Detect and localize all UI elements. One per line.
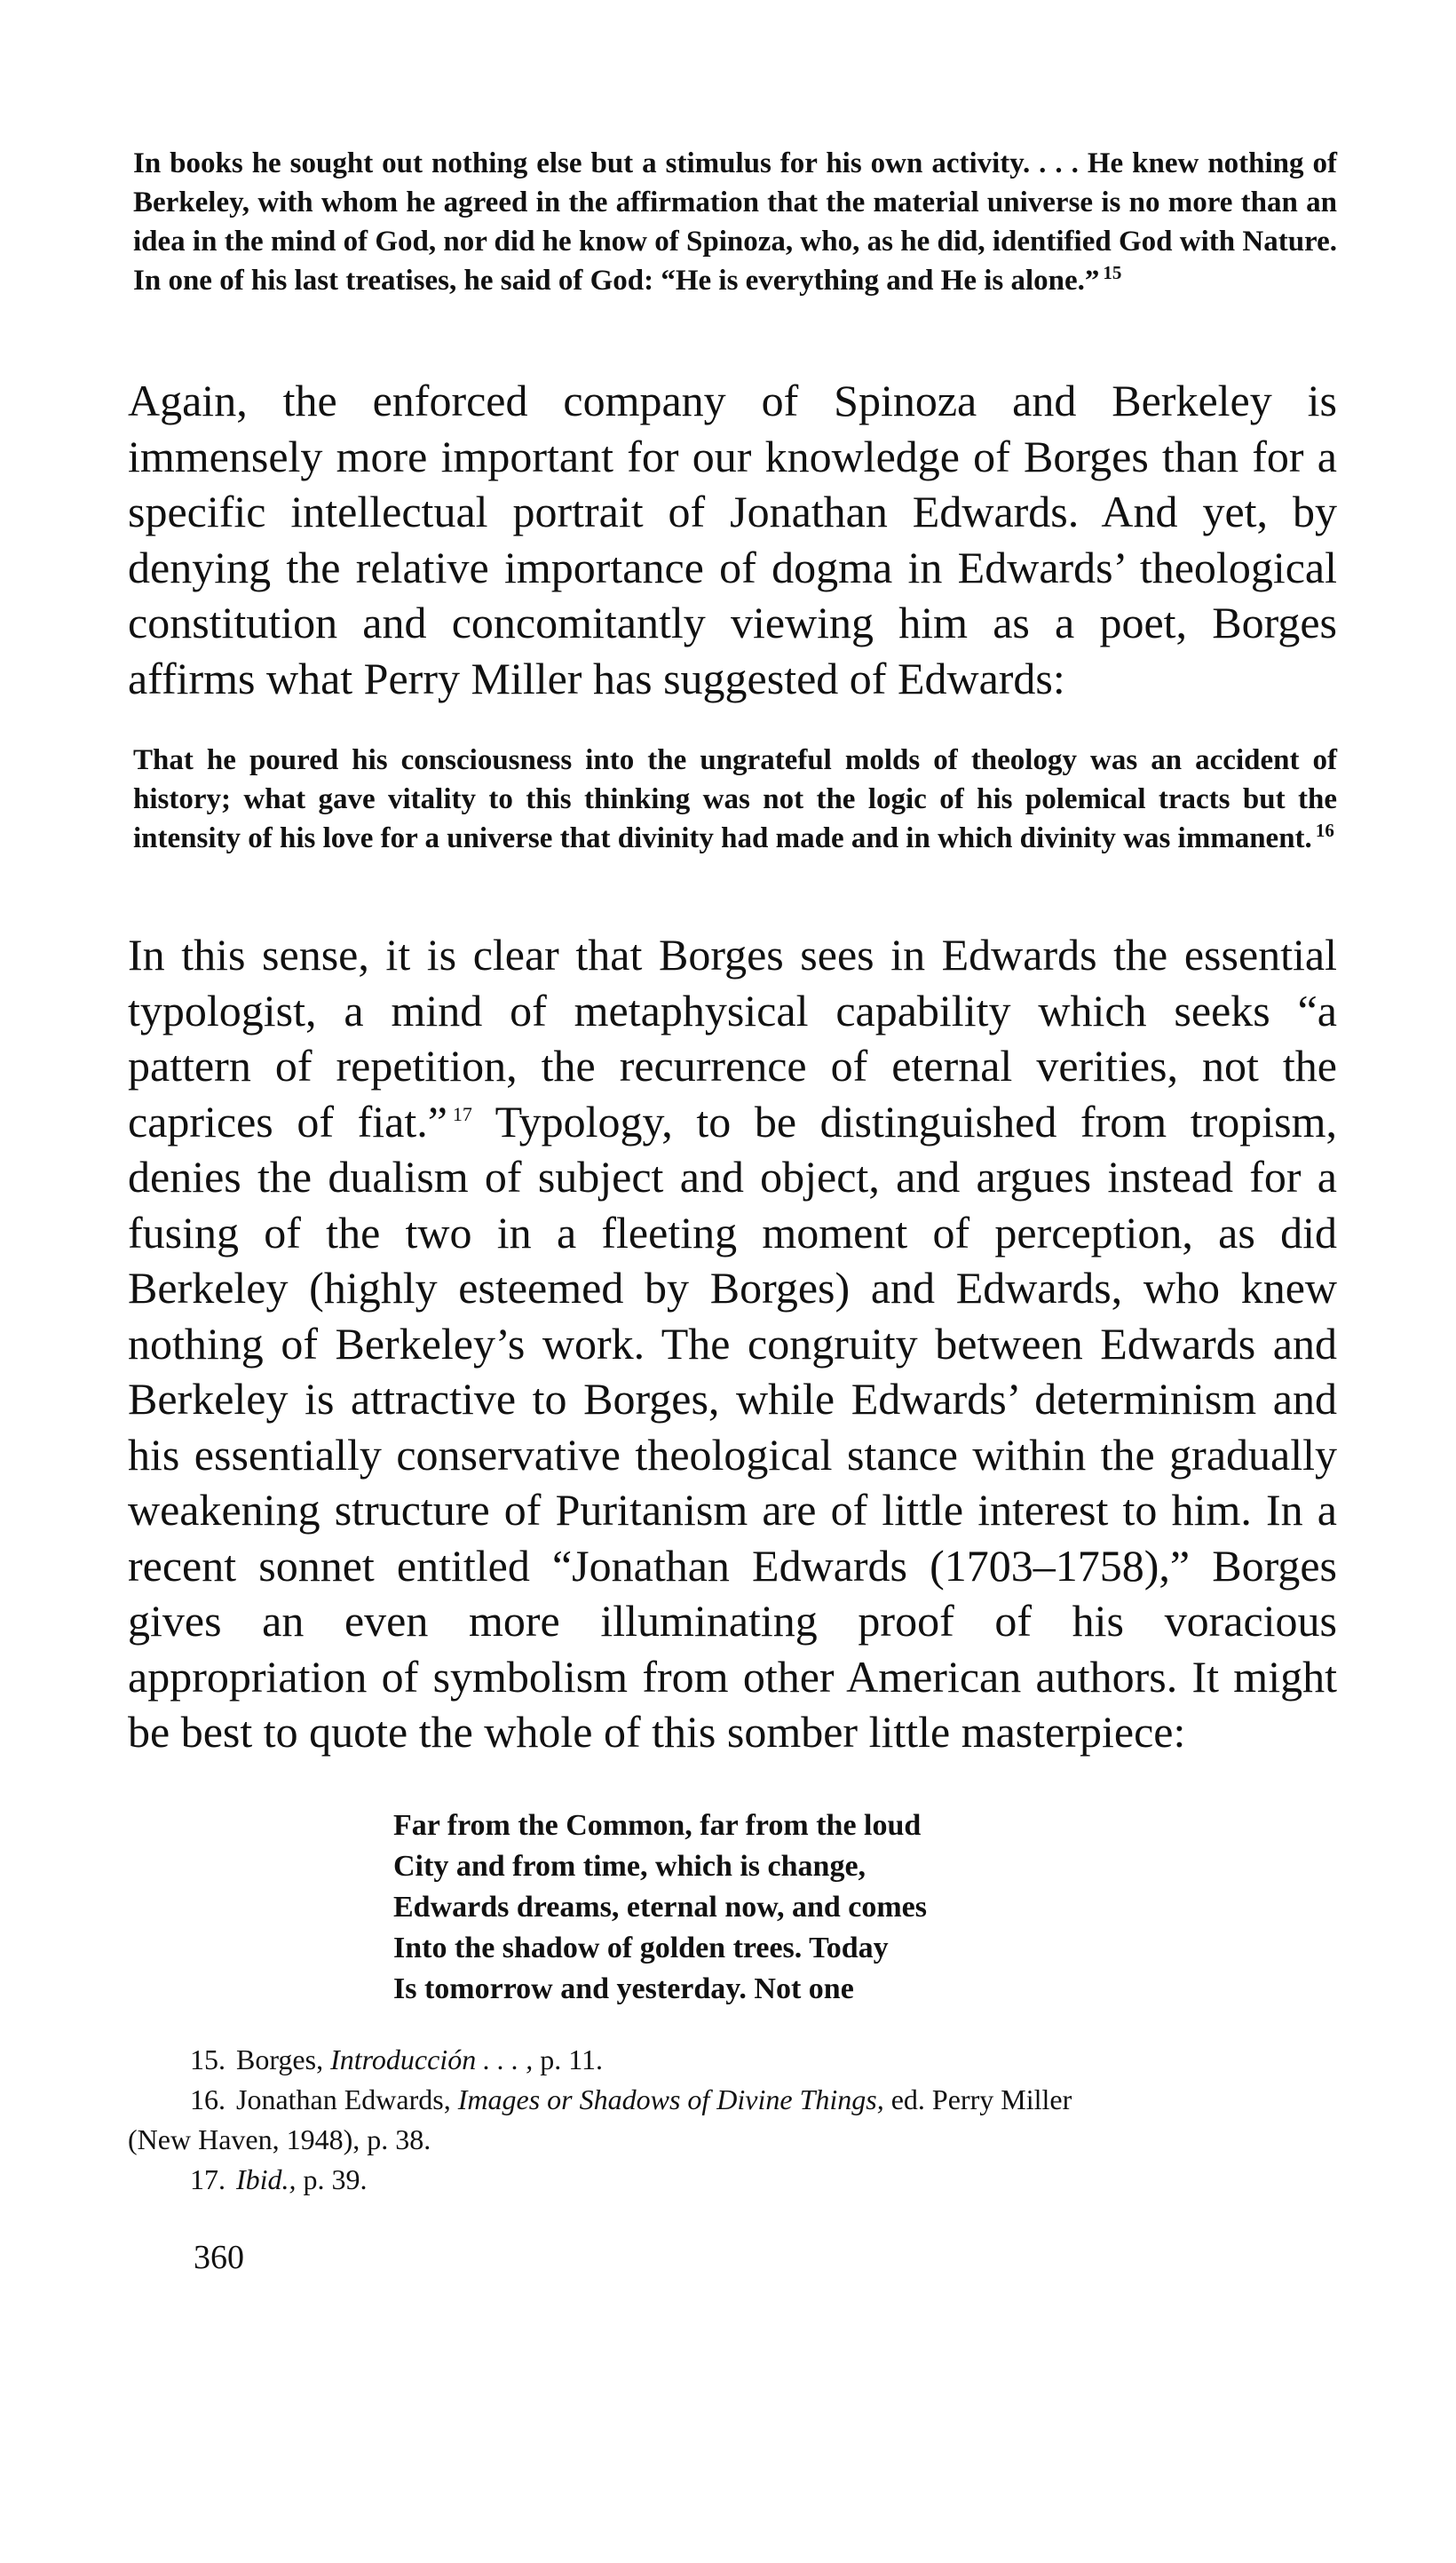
footnote-ref-16: 16 bbox=[1315, 820, 1334, 841]
footnote-16-continuation: (New Haven, 1948), p. 38. bbox=[128, 2123, 431, 2155]
footnotes bbox=[128, 2040, 1337, 2200]
paragraph-text-before: In this sense, it is clear that Borges sees in Edwards the essential typologist, a mind of metaphysical capability which seeks “a pattern of repetition, the recurrence of eternal verities, not the caprices of fiat.” bbox=[128, 930, 1337, 1147]
footnote-number: 15. bbox=[190, 2043, 226, 2075]
footnote-16 bbox=[128, 2080, 1337, 2120]
footnote-text: Jonathan Edwards, bbox=[236, 2083, 458, 2115]
poem-line: Far from the Common, far from the loud bbox=[393, 1809, 922, 1842]
block-quote-perry-miller bbox=[133, 741, 1337, 858]
page-number: 360 bbox=[194, 2239, 244, 2276]
poem-line: Is tomorrow and yesterday. Not one bbox=[393, 1972, 854, 2005]
footnote-number: 17. bbox=[190, 2163, 226, 2195]
poem-line: City and from time, which is change, bbox=[393, 1850, 866, 1883]
footnote-17 bbox=[128, 2160, 1337, 2200]
poem-line: Edwards dreams, eternal now, and comes bbox=[393, 1891, 927, 1924]
footnote-15 bbox=[128, 2040, 1337, 2080]
footnote-ref-15: 15 bbox=[1103, 262, 1122, 283]
paragraph-text-after: Typology, to be distinguished from tropism, denies the dualism of subject and object, and argues instead for a fusing of the two in a fleeting moment of perception, as did Berkeley (highly esteemed by Borges) and Edwards, who knew nothing of Berkeley’s work. The congruity between Edwards and Berkeley is attractive to Borges, while Edwards’ determinism and his essentially conservative theological stance within the gradually weakening structure of Puritanism are of little interest to him. In a recent sonnet entitled “Jonathan Edwards (1703–1758),” Borges gives an even more illuminating proof of his voracious appropriation of symbolism from other American authors. It might be best to quote the whole of this somber little masterpiece: bbox=[128, 1096, 1337, 1757]
footnote-text: p. 39. bbox=[296, 2163, 368, 2195]
sonnet-excerpt bbox=[393, 1805, 1192, 2010]
footnote-title: Ibid., bbox=[236, 2163, 297, 2195]
footnote-title: Images or Shadows of Divine Things, bbox=[457, 2083, 884, 2115]
poem-line: Into the shadow of golden trees. Today bbox=[393, 1932, 889, 1964]
footnote-number: 16. bbox=[190, 2083, 226, 2115]
paragraph-text: Again, the enforced company of Spinoza and Berkeley is immensely more important for our knowledge of Borges than for a specific intellectual portrait of Jonathan Edwards. And yet, by denying the relative importance of dogma in Edwards’ theological constitution and concomitantly viewing him as a poet, Borges affirms what Perry Miller has suggested of Edwards: bbox=[128, 376, 1337, 703]
footnote-ref-17: 17 bbox=[452, 1102, 472, 1125]
quote-text: In books he sought out nothing else but a stimulus for his own activity. . . . He knew nothing of Berkeley, with whom he agreed in the affirmation that the material universe is no more than an idea in the mind of God, nor did he know of Spinoza, who, as he did, identified God with Nature. In one of his last treatises, he said of God: “He is everything and He is alone.” bbox=[133, 147, 1337, 297]
paragraph-spinoza-berkeley bbox=[128, 373, 1337, 706]
block-quote-borges bbox=[133, 144, 1337, 300]
footnote-text: Borges, bbox=[236, 2043, 331, 2075]
footnote-title: Introducción . . . , bbox=[330, 2043, 534, 2075]
footnote-text: p. 11. bbox=[533, 2043, 603, 2075]
paragraph-typologist bbox=[128, 927, 1337, 1760]
quote-text: That he poured his consciousness into the ungrateful molds of theology was an accident of history; what gave vitality to this thinking was not the logic of his polemical tracts but the intensity of his love for a universe that divinity had made and in which divinity was immanent. bbox=[133, 744, 1337, 854]
footnote-text: ed. Perry Miller bbox=[883, 2083, 1072, 2115]
